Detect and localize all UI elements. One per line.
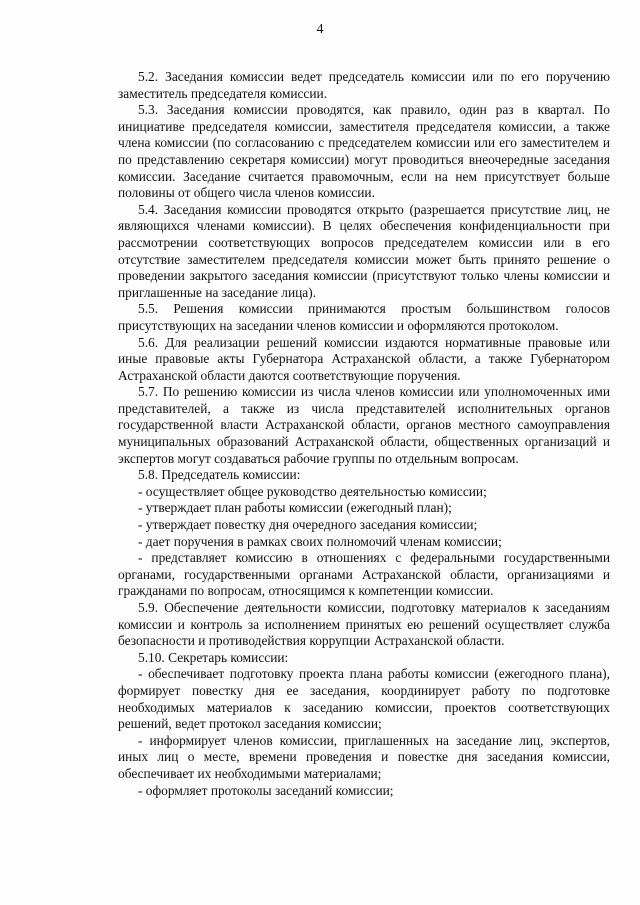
list-item: - информирует членов комиссии, приглашенных на заседание лиц, экспертов, иных лиц о месте, времени проведения и повестке дня заседания комиссии, обеспечивает их необходимыми материалами; (118, 732, 610, 781)
list-item: - дает поручения в рамках своих полномочий членам комиссии; (138, 533, 502, 549)
document-body (118, 69, 610, 799)
paragraph-5-4: 5.4. Заседания комиссии проводятся открыто (разрешается присутствие лиц, не являющихся членами комиссии). В целях обеспечения конфиденциальности при рассмотрении соответствующих вопросов председателем комиссии или в его отсутствие заместителем председателя комиссии может быть принято решение о проведении закрытого заседания комиссии (присутствуют только члены комиссии и приглашенные на заседание лица). (118, 201, 610, 300)
list-item: - оформляет протоколы заседаний комиссии; (138, 782, 394, 798)
paragraph-5-7: 5.7. По решению комиссии из числа членов комиссии или уполномоченных ими представителей, а также из числа представителей исполнительных органов государственной власти Астраханской области, органов местного самоуправления муниципальных образований Астраханской области, общественных организаций и экспертов могут создаваться рабочие группы по отдельным вопросам. (118, 384, 610, 466)
paragraph-5-9: 5.9. Обеспечение деятельности комиссии, подготовку материалов к заседаниям комиссии и контроль за исполнением принятых ею решений осуществляет служба безопасности и противодействия коррупции Астраханской области. (118, 600, 610, 649)
list-item: - утверждает план работы комиссии (ежегодный план); (138, 500, 452, 516)
paragraph-5-3: 5.3. Заседания комиссии проводятся, как правило, один раз в квартал. По инициативе председателя комиссии, заместителя председателя комиссии, а также члена комиссии (по согласованию с председателем комиссии или его заместителем и по представлению секретаря комиссии) могут проводиться внеочередные заседания комиссии. Заседание считается правомочным, если на нем присутствует больше половины от общего числа членов комиссии. (118, 102, 610, 201)
paragraph-5-10: 5.10. Секретарь комиссии: (138, 649, 289, 665)
paragraph-5-5: 5.5. Решения комиссии принимаются простым большинством голосов присутствующих на заседании членов комиссии и оформляются протоколом. (118, 301, 610, 333)
list-item: - представляет комиссию в отношениях с федеральными государственными органами, государственными органами Астраханской области, организациями и гражданами по вопросам, относящимся к компетенции комиссии. (118, 550, 610, 599)
list-item: - утверждает повестку дня очередного заседания комиссии; (138, 517, 478, 533)
paragraph-5-6: 5.6. Для реализации решений комиссии издаются нормативные правовые или иные правовые акты Губернатора Астраханской области, а также Губернатором Астраханской области даются соответствующие поручения. (118, 334, 610, 383)
list-item: - осуществляет общее руководство деятельностью комиссии; (138, 483, 487, 499)
page-number: 4 (316, 22, 324, 37)
paragraph-5-2: 5.2. Заседания комиссии ведет председатель комиссии или по его поручению заместитель председателя комиссии. (118, 69, 610, 101)
paragraph-5-8: 5.8. Председатель комиссии: (138, 467, 301, 483)
list-item: - обеспечивает подготовку проекта плана работы комиссии (ежегодного плана), формирует повестку дня ее заседания, координирует работу по подготовке необходимых материалов к заседанию комиссии, проектов соответствующих решений, ведет протокол заседания комиссии; (118, 666, 610, 732)
